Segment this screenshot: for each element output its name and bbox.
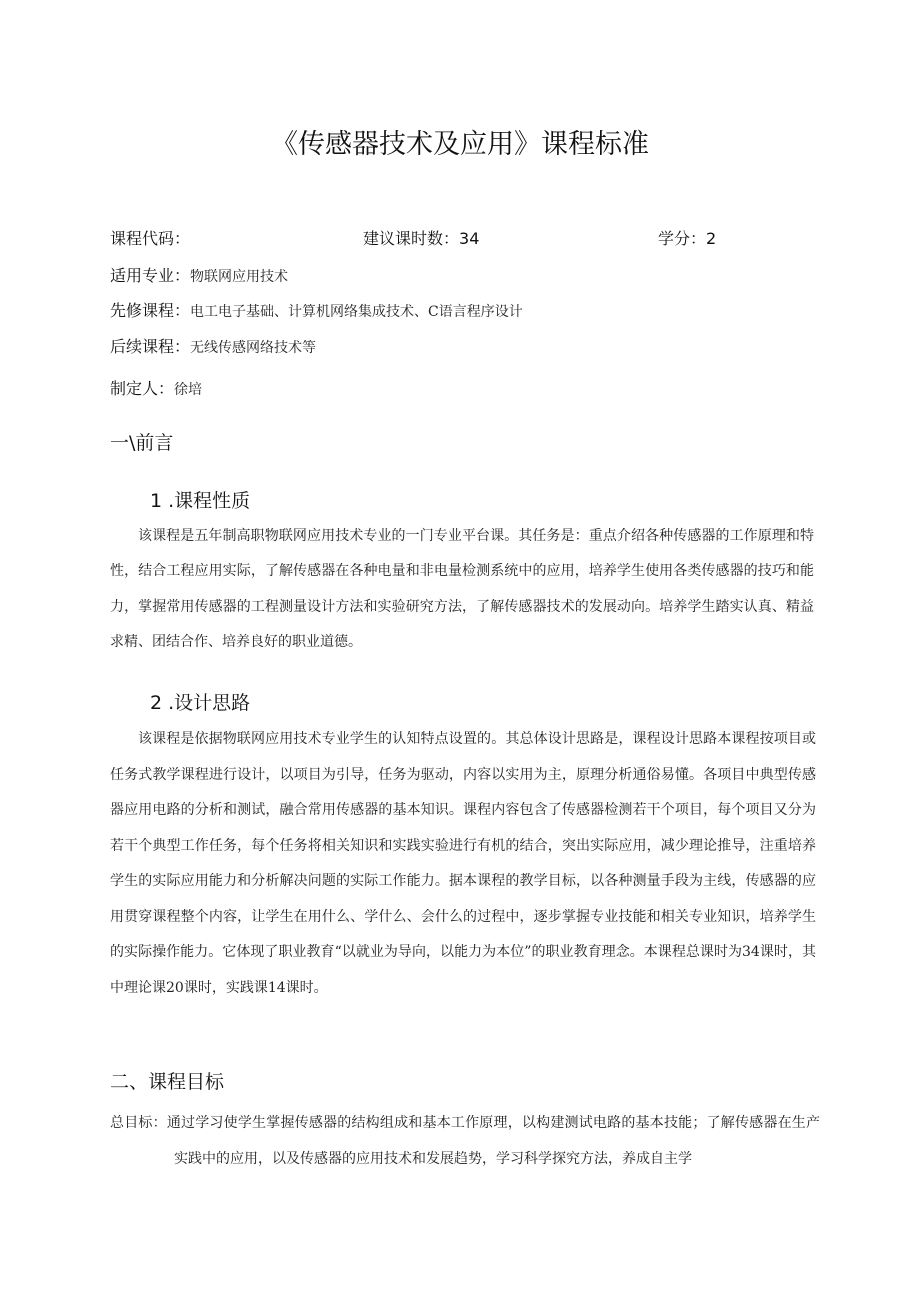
hours-field: [363, 228, 479, 251]
meta-row-author: [110, 378, 202, 400]
meta-row-followup: [110, 336, 316, 358]
preface-heading: 一\前言: [110, 432, 174, 454]
hours-value: 34: [459, 229, 480, 248]
credits-label: 学分：: [658, 229, 707, 248]
credits-field: [658, 228, 716, 251]
followup-label: 后续课程：: [110, 337, 191, 356]
course-nature-paragraph: 该课程是五年制高职物联网应用技术专业的一门专业平台课。其任务是：重点介绍各种传感器的工作原理和特性，结合工程应用实际，了解传感器在各种电量和非电量检测系统中的应用，培养学生使用各类传感器的技巧和能力，掌握常用传感器的工程测量设计方法和实验研究方法，了解传感器技术的发展动向。培养学生踏实认真、精益求精、团结合作、培养良好的职业道德。: [110, 528, 814, 650]
meta-row-major: [110, 265, 288, 287]
hours-label: 建议课时数：: [363, 229, 460, 248]
document-title: 《传感器技术及应用》课程标准: [271, 129, 649, 160]
course-code-label: 课程代码：: [110, 229, 191, 248]
overall-goal-paragraph: 总目标：通过学习使学生掌握传感器的结构组成和基本工作原理，以构建测试电路的基本技能；了解传感器在生产实践中的应用，以及传感器的应用技术和发展趋势，学习科学探究方法，养成自主学: [110, 1115, 820, 1167]
course-goals-heading: 二、课程目标: [110, 1071, 225, 1093]
course-code-field: [110, 228, 190, 251]
credits-value: 2: [706, 229, 717, 248]
design-approach-heading: 2 .设计思路: [150, 692, 251, 714]
design-approach-paragraph: 该课程是依据物联网应用技术专业学生的认知特点设置的。其总体设计思路是，课程设计思路本课程按项目或任务式教学课程进行设计，以项目为引导，任务为驱动，内容以实用为主，原理分析通俗易懂。各项目中典型传感器应用电路的分析和测试，融合常用传感器的基本知识。课程内容包含了传感器检测若干个项目，每个项目又分为若干个典型工作任务，每个任务将相关知识和实践实验进行有机的结合，突出实际应用，减少理论推导，注重培养学生的实际应用能力和分析解决问题的实际工作能力。据本课程的教学目标，以各种测量手段为主线，传感器的应用贯穿课程整个内容，让学生在用什么、学什么、会什么的过程中，逐步掌握专业技能和相关专业知识，培养学生的实际操作能力。它体现了职业教育“以就业为导向，以能力为本位”的职业教育理念。本课程总课时为34课时，其中理论课20课时，实践课14课时。: [110, 731, 816, 996]
prereq-value: 电工电子基础、计算机网络集成技术、C语言程序设计: [190, 304, 523, 320]
major-label: 适用专业：: [110, 266, 191, 285]
meta-row-prerequisites: [110, 300, 523, 322]
prereq-label: 先修课程：: [110, 301, 191, 320]
author-value: 徐培: [174, 382, 203, 398]
followup-value: 无线传感网络技术等: [190, 340, 317, 356]
meta-row-course-info: [110, 228, 810, 250]
course-nature-heading: 1 .课程性质: [150, 490, 251, 512]
major-value: 物联网应用技术: [190, 269, 289, 285]
author-label: 制定人：: [110, 379, 175, 398]
